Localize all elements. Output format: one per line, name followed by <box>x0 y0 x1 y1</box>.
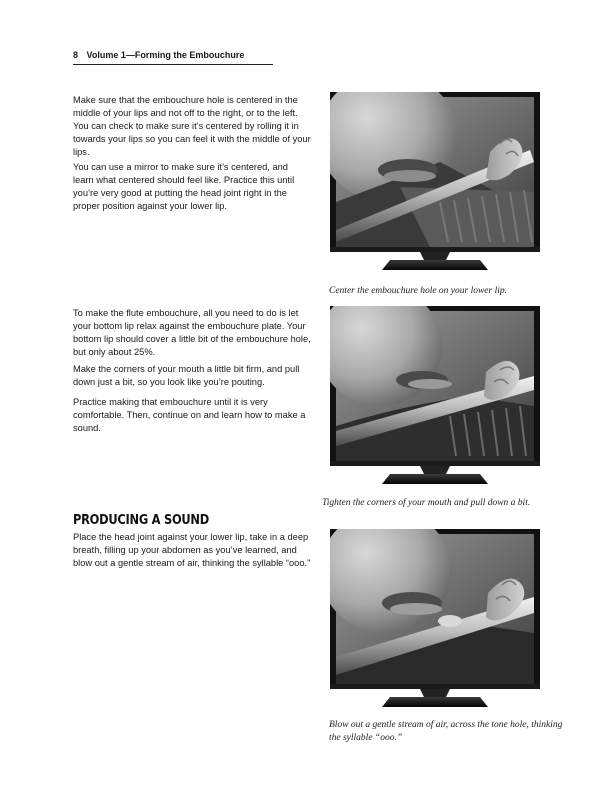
caption-2: Tighten the corners of your mouth and pull down a bit. <box>322 498 531 508</box>
paragraph-practice: Practice making that embouchure until it is very comfortable. Then, continue on and learn how to make a sound. <box>73 397 306 433</box>
tv-photo-frame-1 <box>330 92 540 274</box>
flute-embouchure-photo-center-icon <box>330 92 540 274</box>
tv-photo-frame-2 <box>330 306 540 488</box>
paragraph-producing-sound: Place the head joint against your lower lip, take in a deep breath, filling up your abdomen as you’ve learned, and blow out a gentle stream of air, thinking the syllable “ooo.” <box>73 532 311 568</box>
caption-3: Blow out a gentle stream of air, across the tone hole, thinking the syllable “ooo.” <box>329 720 563 743</box>
header-title: Volume 1—Forming the Embouchure <box>86 50 245 60</box>
flute-embouchure-photo-tighten-icon <box>330 306 540 488</box>
tv-photo-frame-3 <box>330 529 540 711</box>
section-heading: PRODUCING A SOUND <box>73 513 209 528</box>
paragraph-corners: Make the corners of your mouth a little bit firm, and pull down just a bit, so you look like you’re pouting. <box>73 364 300 387</box>
paragraph-embouchure: To make the flute embouchure, all you need to do is let your bottom lip relax against the embouchure plate. Your bottom lip should cover a little bit of the embouchure hole, but only about 25%. <box>73 308 311 357</box>
caption-1: Center the embouchure hole on your lower lip. <box>329 286 508 296</box>
flute-embouchure-photo-blow-icon <box>330 529 540 711</box>
running-header <box>73 50 273 65</box>
paragraph-center-hole: Make sure that the embouchure hole is centered in the middle of your lips and not off to the right, or to the left. You can check to make sure it’s centered by rolling it in towards your lips so you can feel it with the middle of your lips. <box>73 95 311 157</box>
page-number: 8 <box>73 50 79 60</box>
paragraph-mirror: You can use a mirror to make sure it’s centered, and learn what centered should feel like. Practice this until you’re very good at putting the head joint right in the proper position against your lower lip. <box>73 162 295 211</box>
